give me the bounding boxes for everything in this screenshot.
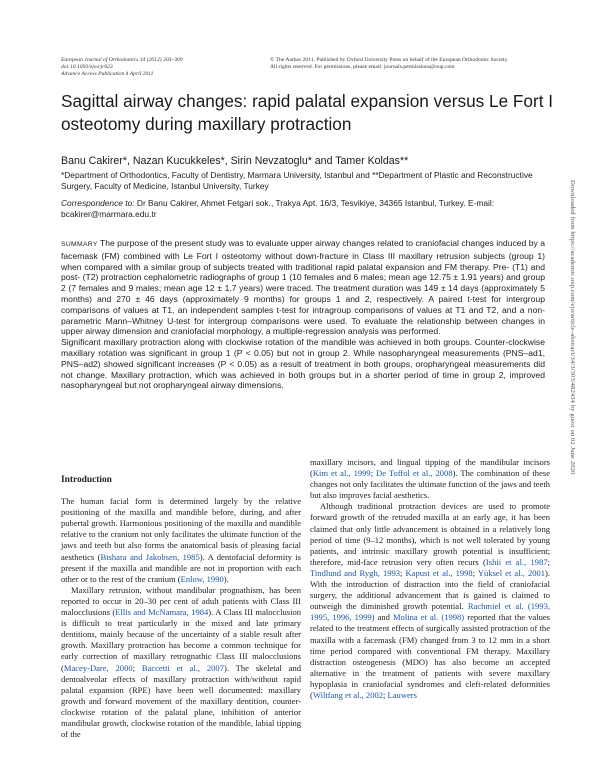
citation-link[interactable]: Ellis and McNamara, 1984 (115, 607, 209, 618)
correspondence-label: Correspondence to: (61, 198, 135, 208)
citation-link[interactable]: Rachmiel et al. (1993, 1995, 1996, 1999) (310, 601, 550, 623)
citation-link[interactable]: Macey-Dare, 2000 (63, 662, 133, 673)
citation-link[interactable]: Wiltfang et al., 2002 (312, 689, 384, 700)
doi-line: doi:10.1093/ejo/cjr023 (61, 64, 113, 71)
abstract-text-1: The purpose of the present study was to evaluate upper airway changes related to craniofacial changes induced by a facemask (FM) combined with Le Fort I osteotomy without down-fracture in Class III maxillary retrusion subjects (group 1) when compared with a similar group of subjects treated with traditional rapid palatal expansion and FM therapy. Pre- (T1) and post- (T2) protraction cephalometric radiographs of group 1 (10 females and 6 males; mean age 12.75 ± 1.91 years) and group 2 (7 females and 9 males; mean age 12 ± 1.7 years) were traced. The treatment duration was 149 ± 14 days (approximately 5 months) and 270 ± 46 days (approximately 9 months) for groups 1 and 2, respectively. A paired t-test for intergroup comparisons of values at T1, an independent samples t-test for intragroup comparisons of values at T1 and T2, and a non-parametric Mann–Whitney U-test for intergroup comparisons were used. To evaluate the relationship between changes in upper airway dimension and craniofacial morphology, a multiple-regression analysis was performed. (61, 238, 545, 337)
body-column-left (61, 475, 301, 740)
body-column-right (310, 457, 550, 701)
affiliations: *Department of Orthodontics, Faculty of Dentistry, Marmara University, Istanbul and **Department of Plastic and Reconstructive Surgery, Faculty of Medicine, Istanbul University, Turkey (61, 170, 533, 191)
section-heading-introduction: Introduction (61, 475, 112, 485)
body-paragraph: Maxillary retrusion, without mandibular prognathism, has been reported to occur in 20–30 per cent of adult patients with Class III malocclusions (Ellis and McNamara, 1984). A Class III malocclusion is difficult to treat particularly in the mixed and late primary dentitions, mainly because of the uncertainty of a stable result after growth. Maxillary protraction has become a common technique for early correction of maxillary retrognathic Class III malocclusions (Macey-Dare, 2000; Baccetti et al., 2007). The skeletal and dentoalveolar effects of maxillary protraction with/without rapid palatal expansion (RPE) have been well documented: maxillary growth and forward movement of the maxillary dentition, counter-clockwise rotation of the palatal plane, inhibition of anterior mandibular growth, clockwise rotation of the mandible, labial tipping of the (61, 584, 301, 740)
download-watermark: Downloaded from https://academic.oup.com/ejo/article-abstract/34/3/303/482434 by guest on 02 June 2020 (569, 180, 576, 475)
abstract (61, 238, 545, 391)
citation-link[interactable]: Ishii et al., 1987 (485, 556, 548, 567)
abstract-text-2: Significant maxillary protraction along with clockwise rotation of the mandible was achieved in both groups. Counter-clockwise maxillary rotation was significant in group 1 (P < 0.05) but not in group 2. While nasopharyngeal measurements (PNS–ad1, PNS–ad2) showed significant increases (P < 0.05) as a result of treatment in both groups, oropharyngeal measurements did not change. Maxillary protraction, which was achieved in both groups but in a shorter period of time in group 2, improved nasopharyngeal but not oropharyngeal airway dimensions. (61, 337, 545, 391)
body-paragraph: The human facial form is determined largely by the relative positioning of the maxilla and mandible before, during, and after pubertal growth. Harmonious positioning of the maxilla and mandible relative to the cranium not only facilitates the ultimate function of the jaws and teeth but also forms the anatomical basis of pleasing facial aesthetics (Bishara and Jakobsen, 1985). A dentofacial deformity is present if the maxilla and mandible are not in proportion with each other or to the rest of the cranium (Enlow, 1990). (61, 496, 301, 584)
summary-label: SUMMARY (61, 241, 98, 248)
correspondence (61, 198, 551, 220)
body-paragraph: maxillary incisors, and lingual tipping of the mandibular incisors (Kim et al., 1999; De Toffol et al., 2008). The combination of these changes not only facilitates the ultimate function of the jaws and teeth but also improves facial aesthetics. (310, 457, 550, 501)
author-list: Banu Cakirer*, Nazan Kucukkeles*, Sirin Nevzatoglu* and Tamer Koldas** (61, 155, 409, 167)
copyright-line: © The Author 2011. Published by Oxford University Press on behalf of the European Orthodontic Society. (270, 57, 509, 63)
citation-link[interactable]: Kim et al., 1999 (312, 468, 371, 479)
citation-link[interactable]: Bishara and Jakobsen, 1985 (100, 551, 200, 562)
citation-link[interactable]: Enlow, 1990 (180, 573, 224, 584)
citation-link[interactable]: Tindlund and Rygh, 1993 (310, 567, 401, 578)
citation-link[interactable]: Baccetti et al., 2007 (141, 662, 224, 673)
abstract-paragraph-2 (61, 337, 545, 391)
journal-header-left (61, 57, 281, 78)
citation-link[interactable]: Molina et al. (1998) (393, 612, 465, 623)
journal-header-right (270, 57, 560, 71)
article-title: Sagittal airway changes: rapid palatal expansion versus Le Fort I osteotomy during maxillary protraction (61, 91, 554, 134)
permissions-line: All rights reserved. For permissions, please email: journals.permissions@oup.com (270, 64, 455, 71)
citation-link[interactable]: Kapust et al., 1998 (405, 567, 473, 578)
citation-link[interactable]: De Toffol et al., 2008 (376, 468, 453, 479)
advance-access-line: Advance Access Publication 4 April 2011 (61, 71, 154, 78)
journal-citation: European Journal of Orthodontics 34 (2012) 303–309 (61, 57, 183, 63)
citation-link[interactable]: Lauwers (387, 689, 417, 700)
citation-link[interactable]: Yüksel et al., 2001 (477, 567, 546, 578)
abstract-paragraph-1 (61, 238, 545, 337)
body-paragraph: Although traditional protraction devices are used to promote forward growth of the retruded maxilla at an early age, it has been claimed that only little advancement is obtained in a relatively long period of time (9–12 months), which is not well tolerated by young patients, and intrinsic maxillary growth potential is insufficient; therefore, mid-face retrusion very often recurs (Ishii et al., 1987; Tindlund and Rygh, 1993; Kapust et al., 1998; Yüksel et al., 2001). With the introduction of distraction into the field of craniofacial surgery, the additional advancement that is gained is claimed to outweigh the diminished growth potential. Rachmiel et al. (1993, 1995, 1996, 1999) and Molina et al. (1998) reported that the values related to the treatment effects of surgically assisted protraction of the maxilla with a facemask (FM) changed from 3 to 12 mm in a short time period compared with conventional FM therapy. Maxillary distraction osteogenesis (MDO) has also become an accepted alternative in the treatment of patients with severe maxillary hypoplasia in craniofacial syndromes and cleft-related deformities (Wiltfang et al., 2002; Lauwers (310, 501, 551, 700)
correspondence-text: Dr Banu Cakirer, Ahmet Fetgari sok., Trakya Apt. 16/3, Tesvikiye, 34365 Istanbul, Turkey. E-mail: bcakirer@marmara.edu.tr (61, 198, 495, 219)
